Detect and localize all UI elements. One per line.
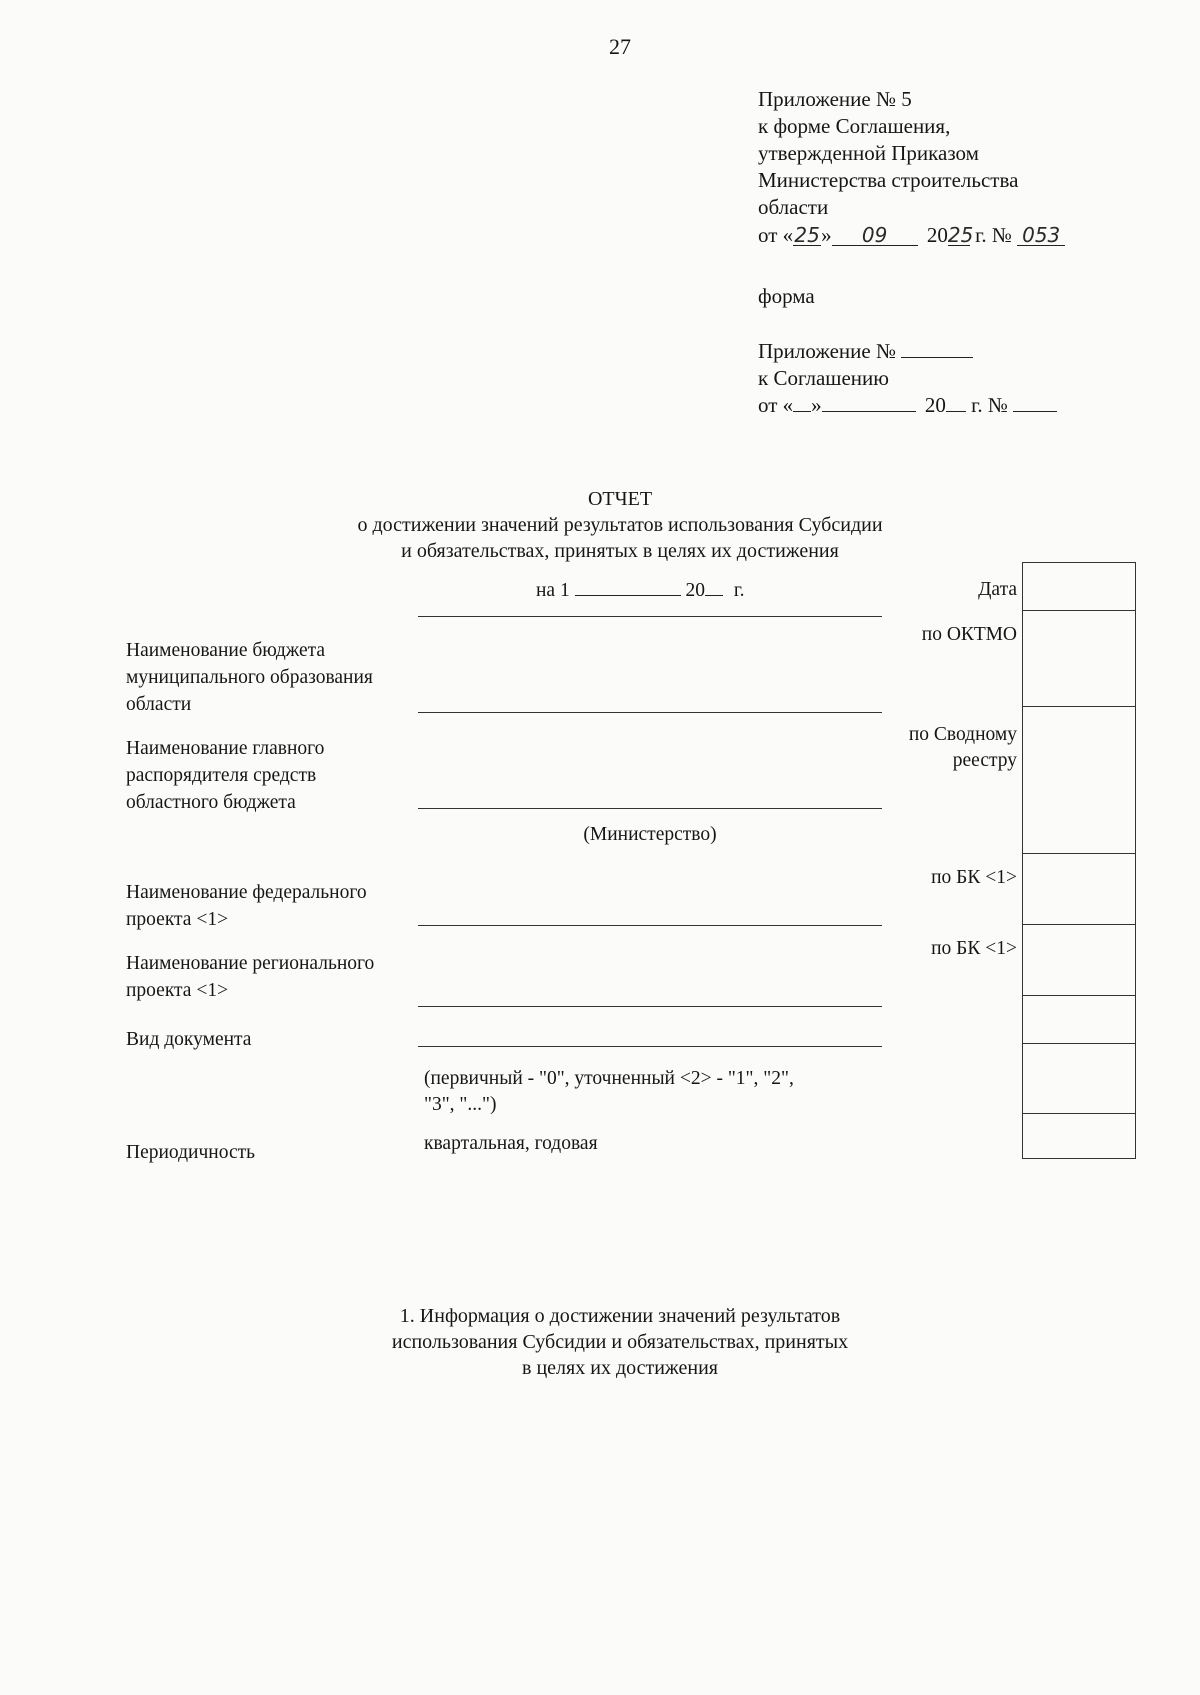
report-title-block	[300, 486, 940, 564]
label-regional-project: Наименование регионального проекта <1>	[126, 953, 375, 1001]
handwritten-month: 09	[832, 225, 918, 246]
report-date: на 1 20 г.	[536, 580, 745, 601]
appendix-line: Приложение № 5	[758, 87, 912, 111]
codes-row-divider	[1023, 853, 1135, 854]
code-label-date: Дата	[978, 579, 1017, 600]
appendix-date: от «25» 09 2025 г. № 053	[758, 222, 1065, 249]
form-label: форма	[758, 284, 815, 308]
fill-line	[418, 1006, 882, 1007]
label-budget-name: Наименование бюджета муниципального образования области	[126, 640, 373, 715]
code-label-bk: по БК <1>	[931, 938, 1017, 959]
fill-line	[418, 925, 882, 926]
report-subtitle: и обязательствах, принятых в целях их достижения	[401, 540, 839, 562]
ministry-note: (Министерство)	[583, 824, 717, 845]
code-label-registry: по Сводному реестру	[908, 724, 1017, 771]
code-label-bk: по БК <1>	[931, 867, 1017, 888]
report-title: ОТЧЕТ	[587, 488, 653, 510]
codes-row-divider	[1023, 610, 1135, 611]
appendix-line: утвержденной Приказом	[758, 141, 979, 165]
handwritten-number: 053	[1017, 225, 1065, 246]
handwritten-day: 25	[794, 223, 820, 247]
fill-line	[418, 712, 882, 713]
codes-row-divider	[1023, 995, 1135, 996]
appendix-line: к форме Соглашения,	[758, 114, 951, 138]
appendix-line: области	[758, 195, 829, 219]
appendix-line: Министерства строительства	[758, 168, 1019, 192]
doc-type-note: (первичный - "0", уточненный <2> - "1", "2", "3", "...")	[424, 1068, 794, 1115]
periodicity-value: квартальная, годовая	[424, 1133, 598, 1154]
label-periodicity: Периодичность	[126, 1142, 256, 1163]
label-doc-type: Вид документа	[126, 1029, 252, 1050]
codes-row-divider	[1023, 1043, 1135, 1044]
appendix-block	[758, 86, 1065, 249]
code-label-oktmo: по ОКТМО	[921, 624, 1017, 645]
label-manager-name: Наименование главного распорядителя средств областного бюджета	[126, 738, 325, 813]
fill-line	[418, 616, 882, 617]
codes-box	[1022, 562, 1136, 1159]
report-subtitle: о достижении значений результатов использования Субсидии	[357, 514, 883, 536]
section-heading: 1. Информация о достижении значений результатов использования Субсидии и обязательствах, принятых в целях их достижения	[391, 1305, 849, 1379]
handwritten-year: 25	[947, 223, 974, 247]
label-federal-project: Наименование федерального проекта <1>	[126, 882, 367, 930]
agreement-block: Приложение № к Соглашению от « » 20 г. №	[758, 338, 1057, 419]
codes-row-divider	[1023, 1113, 1135, 1114]
codes-row-divider	[1023, 706, 1135, 707]
fill-line	[418, 808, 882, 809]
fill-line	[418, 1046, 882, 1047]
page-number: 27	[609, 34, 631, 59]
codes-row-divider	[1023, 924, 1135, 925]
